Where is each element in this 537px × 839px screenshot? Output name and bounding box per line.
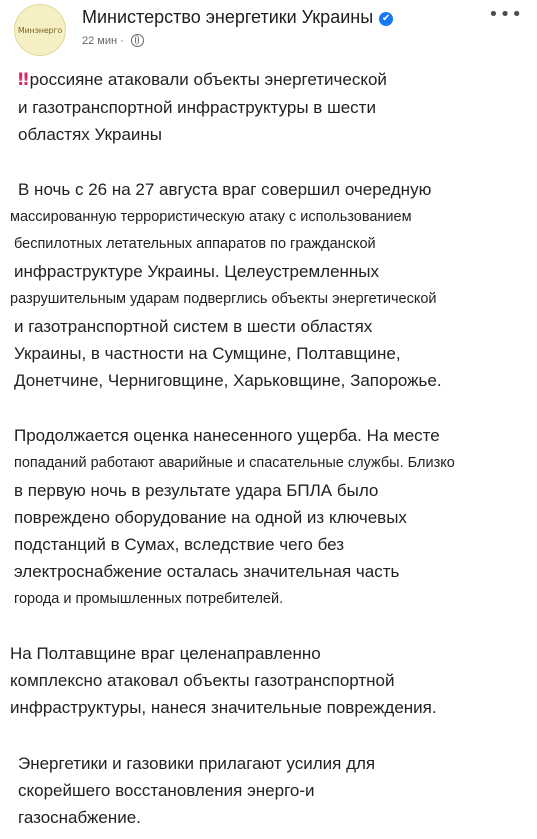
paragraph-line: газоснабжение. [18,808,141,827]
paragraph-line: электроснабжение осталась значительная часть [14,562,400,581]
post-title-line: областях Украины [18,125,163,144]
paragraph-line: комплексно атаковал объекты газотранспортной [10,671,395,690]
avatar-label: Минэнерго [17,25,63,35]
paragraph-line: попаданий работают аварийные и спасательные службы. Близко [14,455,455,471]
post-meta [82,34,144,47]
paragraph-line: и газотранспортной систем в шести областях [14,317,373,336]
double-exclamation-icon: ‼ [18,70,29,90]
post-title-line: ‼россияне атаковали объекты энергетической [18,70,387,90]
page-name: Министерство энергетики Украины [82,7,374,27]
paragraph-line: В ночь с 26 на 27 августа враг совершил очередную [18,180,432,199]
paragraph-line: инфраструктуры, нанеся значительные повреждения. [10,698,437,717]
paragraph-line: повреждено оборудование на одной из ключевых [14,508,407,527]
post-title-line: и газотранспортной инфраструктуры в шести [18,98,376,117]
paragraph-line: разрушительным ударам подверглись объекты энергетической [10,291,437,307]
paragraph-line: инфраструктуре Украины. Целеустремленных [14,262,380,281]
paragraph-line: Продолжается оценка нанесенного ущерба. На месте [14,426,440,445]
page-name-link[interactable] [82,7,393,28]
page-avatar[interactable] [14,4,66,56]
post-header [10,2,527,54]
globe-icon [131,34,144,47]
more-options-icon[interactable]: ••• [488,4,523,25]
paragraph-line: беспилотных летательных аппаратов по гражданской [14,236,376,252]
paragraph-line: массированную террористическую атаку с использованием [10,209,412,225]
paragraph-line: города и промышленных потребителей. [14,591,284,607]
paragraph-line: скорейшего восстановления энерго-и [18,781,315,800]
paragraph-line: подстанций в Сумах, вследствие чего без [14,535,345,554]
verified-badge-icon: ✔ [379,12,393,26]
paragraph-line: в первую ночь в результате удара БПЛА было [14,481,379,500]
paragraph-line: Украины, в частности на Сумщине, Полтавщине, [14,344,401,363]
paragraph-line: Энергетики и газовики прилагают усилия для [18,754,376,773]
paragraph-line: Донетчине, Черниговщине, Харьковщине, Запорожье. [14,371,442,390]
paragraph-line: На Полтавщине враг целенаправленно [10,644,321,663]
post-timestamp[interactable]: 22 мин [82,35,118,47]
meta-separator: · [120,35,124,47]
